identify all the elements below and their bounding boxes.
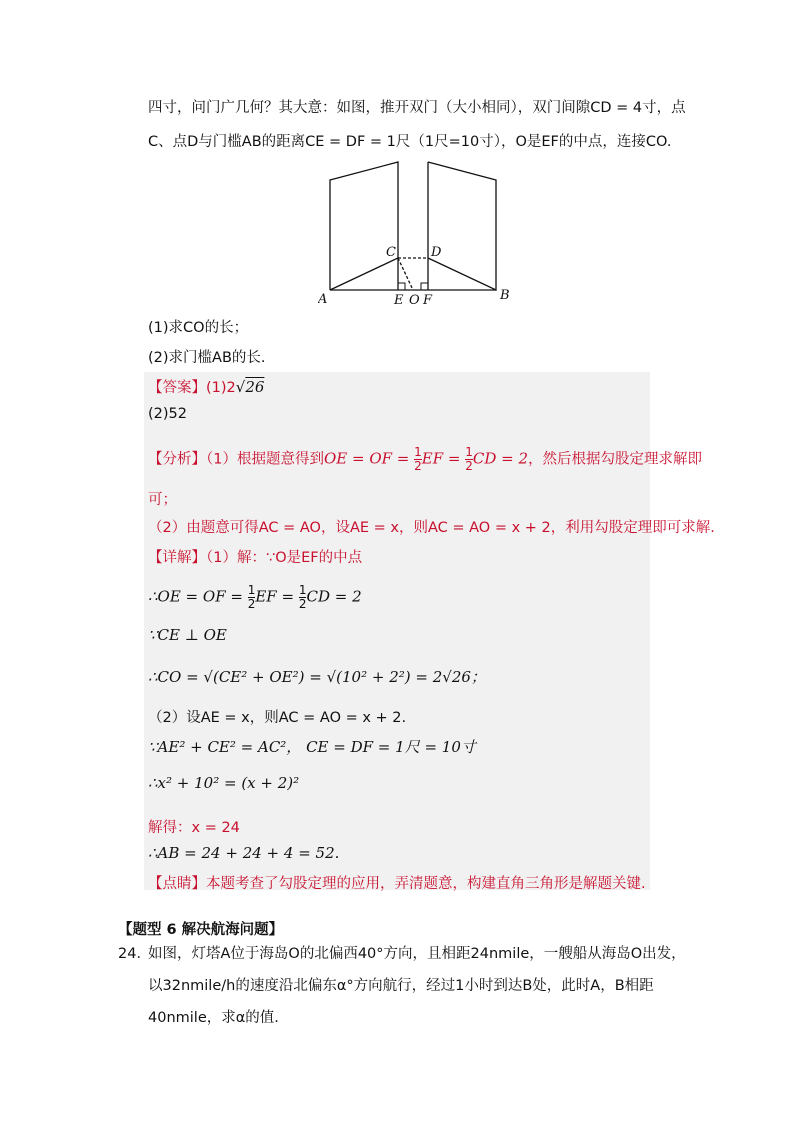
label-c: C bbox=[386, 245, 396, 260]
label-e: E bbox=[394, 293, 404, 308]
answer-1-root: 26 bbox=[245, 378, 265, 396]
frac-num-4: 1 bbox=[298, 583, 307, 597]
analysis-line-2: 可； bbox=[148, 492, 177, 508]
problem-24-number: 24． bbox=[118, 946, 151, 962]
comment-tag: 【点睛】 bbox=[148, 876, 206, 892]
frac-den-4: 2 bbox=[298, 597, 307, 611]
label-a: A bbox=[318, 292, 328, 307]
answer-line-1: 【答案】(1)2√26 bbox=[148, 378, 265, 396]
intro-line-2: C、点D与门槛AB的距离CE = DF = 1尺（1尺=10寸），O是EF的中点，连接CO. bbox=[148, 134, 672, 150]
analysis-eq-2: EF = bbox=[421, 449, 466, 468]
detail-line-4: ∴CO = √(CE² + OE²) = √(10² + 2²) = 2√26； bbox=[148, 668, 486, 686]
detail-text-1: （1）解：∵O是EF的中点 bbox=[206, 550, 363, 566]
comment-text: 本题考查了勾股定理的应用，弄清题意，构建直角三角形是解题关键. bbox=[206, 876, 646, 892]
analysis-text-1: （1）根据题意得到 bbox=[206, 451, 324, 468]
detail-eq-3: CD = 2 bbox=[306, 587, 362, 606]
detail-tag: 【详解】 bbox=[148, 550, 206, 566]
frac-num-3: 1 bbox=[247, 583, 256, 597]
problem-24-line-1: 如图，灯塔A位于海岛O的北偏西40°方向，且相距24nmile，一艘船从海岛O出发， bbox=[148, 946, 686, 962]
question-1: (1)求CO的长； bbox=[148, 320, 249, 336]
frac-num-2: 1 bbox=[465, 445, 473, 459]
comment-line bbox=[148, 872, 646, 893]
label-f: F bbox=[423, 293, 433, 308]
detail-line-2 bbox=[148, 584, 362, 611]
answer-2: (2)52 bbox=[148, 406, 187, 422]
analysis-eq-3: CD = 2 bbox=[472, 449, 529, 468]
answer-1: (1)2 bbox=[206, 380, 236, 396]
label-d: D bbox=[431, 245, 442, 260]
detail-eq-2: EF = bbox=[255, 587, 299, 606]
analysis-tag: 【分析】 bbox=[148, 451, 206, 468]
analysis-text-2: ，然后根据勾股定理求解即 bbox=[528, 451, 703, 468]
intro-line-1: 四寸，问门广几何？其大意：如图，推开双门（大小相同），双门间隙CD = 4寸，点 bbox=[148, 100, 686, 116]
frac-num-1: 1 bbox=[414, 445, 422, 459]
problem-24-line-3: 40nmile，求α的值. bbox=[148, 1010, 279, 1026]
detail-line-9: ∴AB = 24 + 24 + 4 = 52. bbox=[148, 844, 340, 862]
detail-eq-1: ∴OE = OF = bbox=[148, 587, 248, 606]
question-2: (2)求门槛AB的长. bbox=[148, 350, 266, 366]
detail-line-7: ∴x² + 10² = (x + 2)² bbox=[148, 774, 300, 792]
detail-line-8: 解得：x = 24 bbox=[148, 820, 240, 836]
label-b: B bbox=[500, 288, 510, 303]
analysis-eq-1: OE = OF = bbox=[323, 449, 415, 468]
label-o: O bbox=[409, 293, 420, 308]
detail-line-5: （2）设AE = x，则AC = AO = x + 2. bbox=[148, 710, 407, 726]
frac-den-2: 2 bbox=[465, 459, 473, 473]
analysis-line-1 bbox=[148, 446, 702, 473]
detail-line-6: ∵AE² + CE² = AC²， CE = DF = 1尺 = 10寸 bbox=[148, 738, 476, 756]
left-door bbox=[330, 162, 398, 290]
analysis-line-3: （2）由题意可得AC = AO，设AE = x，则AC = AO = x + 2，利用勾股定理即可求解. bbox=[148, 520, 715, 536]
section-title: 【题型 6 解决航海问题】 bbox=[118, 922, 284, 938]
answer-tag: 【答案】 bbox=[148, 380, 206, 396]
frac-den-3: 2 bbox=[247, 597, 256, 611]
detail-line-1 bbox=[148, 546, 362, 567]
detail-line-3: ∵CE ⊥ OE bbox=[148, 626, 227, 644]
door-diagram bbox=[318, 158, 518, 308]
frac-den-1: 2 bbox=[414, 459, 422, 473]
problem-24-line-2: 以32nmile/h的速度沿北偏东α°方向航行，经过1小时到达B处，此时A，B相距 bbox=[148, 978, 654, 994]
right-door bbox=[428, 162, 496, 290]
